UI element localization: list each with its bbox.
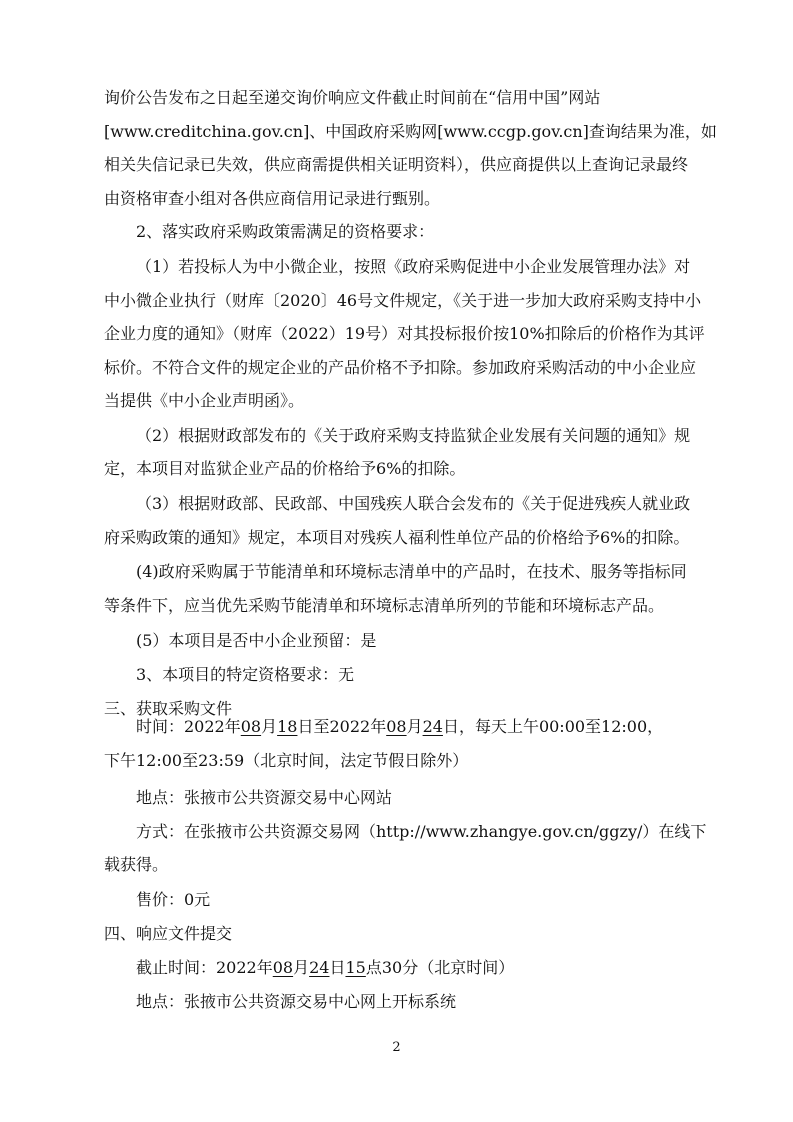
text-line: 当提供《中小企业声明函》。 [104, 391, 305, 410]
acquire-place: 地点：张掖市公共资源交易中心网站 [136, 788, 393, 807]
text-line: 询价公告发布之日起至递交询价响应文件截止时间前在“信用中国”网站 [104, 88, 601, 107]
text-line: 相关失信记录已失效，供应商需提供相关证明资料），供应商提供以上查询记录最终 [104, 155, 689, 174]
text-line: 府采购政策的通知》规定，本项目对残疾人福利性单位产品的价格给予6%的扣除。 [104, 528, 690, 547]
text-line: （3）根据财政部、民政部、中国残疾人联合会发布的《关于促进残疾人就业政 [136, 494, 691, 513]
acquire-time-line: 时间：2022年08月18日至2022年08月24日，每天上午00:00至12:00， [136, 717, 664, 736]
text-line: 定，本项目对监狱企业产品的价格给予6%的扣除。 [104, 459, 466, 478]
end-month: 08 [386, 717, 407, 736]
text-line: （1）若投标人为中小微企业，按照《政府采购促进中小企业发展管理办法》对 [136, 257, 691, 276]
text-line: 三、获取采购文件 [104, 699, 233, 718]
submit-place: 地点：张掖市公共资源交易中心网上开标系统 [136, 992, 457, 1011]
submit-deadline: 截止时间：2022年08月24日15点30分（北京时间） [136, 958, 515, 977]
text-line: 等条件下，应当优先采购节能清单和环境标志清单所列的节能和环境标志产品。 [104, 596, 665, 615]
text-line: 由资格审查小组对各供应商信用记录进行甄别。 [104, 189, 441, 208]
section-heading-submit: 四、响应文件提交 [104, 924, 233, 943]
page-number: 2 [392, 1040, 401, 1055]
text-line: 3、本项目的特定资格要求：无 [136, 665, 355, 684]
text-line: (5）本项目是否中小企业预留：是 [136, 631, 377, 650]
deadline-hour: 15 [345, 958, 366, 977]
text-line: (4)政府采购属于节能清单和环境标志清单中的产品时，在技术、服务等指标同 [136, 562, 687, 581]
text-line: 标价。不符合文件的规定企业的产品价格不予扣除。参加政府采购活动的中小企业应 [104, 358, 697, 377]
acquire-method-2: 载获得。 [104, 855, 169, 874]
acquire-method: 方式：在张掖市公共资源交易网（http://www.zhangye.gov.cn/ggzy/）在线下 [136, 822, 707, 841]
start-month: 08 [240, 717, 262, 736]
text-line: [www.creditchina.gov.cn]、中国政府采购网[www.ccgp.gov.cn]查询结果为准，如 [104, 122, 717, 141]
deadline-day: 24 [309, 958, 330, 977]
text-line: 中小微企业执行（财库〔2020〕46号文件规定，《关于进一步加大政府采购支持中小 [104, 291, 702, 310]
text-line: 2、落实政府采购政策需满足的资格要求： [136, 222, 435, 241]
acquire-price: 售价：0元 [136, 890, 211, 909]
text-line: 企业力度的通知》（财库（2022）19号）对其投标报价按10%扣除后的价格作为其评 [104, 324, 705, 343]
end-day: 24 [422, 717, 443, 736]
text-line: （2）根据财政部发布的《关于政府采购支持监狱企业发展有关问题的通知》规 [136, 426, 691, 445]
acquire-time-line-2: 下午12:00至23:59（北京时间，法定节假日除外） [104, 751, 469, 770]
deadline-month: 08 [272, 958, 294, 977]
start-day: 18 [277, 717, 298, 736]
